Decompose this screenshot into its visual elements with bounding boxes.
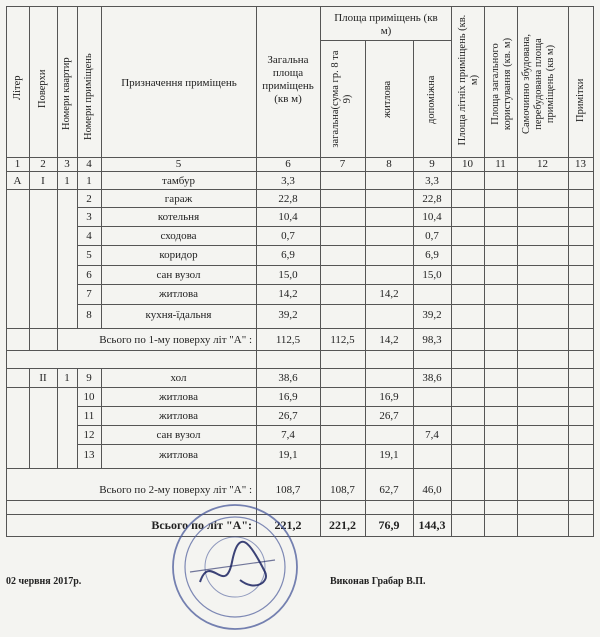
col-number: 8	[386, 158, 392, 170]
room-aux-area: 10,4	[422, 211, 442, 223]
col-number: 7	[339, 158, 346, 170]
liter-value: А	[13, 175, 22, 187]
grid-line	[77, 245, 594, 246]
room-number: 6	[86, 269, 92, 281]
header-apt-numbers: Номери квартир	[61, 57, 72, 130]
col-number: 6	[285, 158, 291, 170]
grid-line	[451, 6, 452, 536]
floor-value: ІІ	[39, 372, 47, 384]
grand-total-general: 221,2	[329, 518, 356, 532]
room-purpose: котельня	[157, 211, 200, 223]
room-purpose: тамбур	[162, 175, 195, 187]
room-purpose: кухня-їдальня	[145, 309, 212, 321]
floor2-summary-total: 108,7	[275, 484, 301, 496]
room-purpose: житлова	[159, 391, 198, 403]
room-total-area: 26,7	[278, 410, 298, 422]
header-liter: Літер	[12, 75, 23, 100]
official-seal-stamp	[170, 502, 300, 632]
grid-line	[320, 6, 321, 536]
col-number: 12	[537, 158, 548, 170]
col-number: 4	[86, 158, 92, 170]
room-purpose: коридор	[159, 249, 198, 261]
room-number: 3	[86, 211, 92, 223]
grid-line	[568, 6, 569, 536]
room-total-area: 10,4	[278, 211, 298, 223]
col-number: 10	[462, 158, 473, 170]
grid-line	[77, 265, 594, 266]
grid-line	[6, 536, 594, 537]
col-number: 5	[175, 158, 182, 170]
floor2-summary-aux: 46,0	[422, 484, 442, 496]
room-aux-area: 3,3	[425, 175, 439, 187]
col-number: 2	[40, 158, 46, 170]
grid-line	[593, 6, 594, 536]
grand-total-living: 76,9	[378, 518, 400, 532]
grid-line	[6, 368, 594, 369]
grid-line	[77, 207, 594, 208]
grid-line	[6, 6, 594, 7]
room-purpose: гараж	[164, 193, 193, 205]
apt-value: 1	[64, 175, 70, 187]
grand-total-aux: 144,3	[418, 518, 446, 532]
floor2-summary-label: Всього по 2-му поверху літ "А" :	[99, 484, 252, 496]
room-total-area: 0,7	[281, 230, 295, 242]
header-room-numbers: Номери приміщень	[83, 53, 94, 140]
grand-total-total: 221,2	[274, 518, 302, 532]
room-total-area: 6,9	[281, 249, 295, 261]
footer-date: 02 червня 2017р.	[6, 576, 82, 587]
grand-total-label: Всього по літ "А":	[151, 518, 252, 532]
grid-line	[6, 171, 594, 172]
grid-line	[6, 350, 594, 351]
room-purpose: житлова	[159, 410, 198, 422]
room-total-area: 38,6	[278, 372, 298, 384]
room-number: 11	[83, 410, 95, 422]
room-number: 1	[86, 175, 92, 187]
header-living: житлова	[382, 80, 393, 118]
room-number: 10	[83, 391, 95, 403]
room-total-area: 22,8	[278, 193, 298, 205]
grid-line	[6, 468, 594, 469]
grid-line	[517, 6, 518, 536]
header-summer-area: Площа літніх приміщень (кв. м)	[457, 14, 480, 146]
grid-line	[6, 500, 594, 501]
apt-value: 1	[64, 372, 70, 384]
grid-line	[320, 40, 451, 41]
floor-value: І	[41, 175, 45, 187]
room-aux-area: 6,9	[425, 249, 439, 261]
floor1-summary-total: 112,5	[275, 334, 301, 346]
footer-executor: Виконав Грабар В.П.	[330, 576, 426, 587]
room-number: 13	[83, 449, 95, 461]
grid-line	[413, 40, 414, 536]
header-area-group: Площа приміщень (кв м)	[334, 12, 438, 37]
room-living-area: 16,9	[379, 391, 399, 403]
grid-line	[6, 189, 594, 190]
grid-line	[484, 6, 485, 536]
room-purpose: житлова	[159, 449, 198, 461]
room-purpose: сан вузол	[156, 429, 201, 441]
room-aux-area: 7,4	[425, 429, 439, 441]
room-number: 5	[86, 249, 92, 261]
col-number: 1	[14, 158, 21, 170]
room-total-area: 7,4	[281, 429, 295, 441]
room-number: 12	[83, 429, 95, 441]
room-aux-area: 38,6	[422, 372, 442, 384]
room-living-area: 26,7	[379, 410, 399, 422]
room-total-area: 19,1	[278, 449, 298, 461]
grid-line	[6, 6, 7, 536]
room-total-area: 3,3	[281, 175, 295, 187]
room-purpose: сан вузол	[156, 269, 201, 281]
grid-line	[6, 514, 594, 515]
room-number: 2	[86, 193, 92, 205]
header-floors: Поверхи	[37, 69, 48, 108]
grid-line	[77, 425, 594, 426]
room-total-area: 14,2	[278, 288, 298, 300]
floor1-summary-living: 14,2	[379, 334, 399, 346]
grid-line	[77, 284, 594, 285]
col-number: 3	[64, 158, 70, 170]
floor1-summary-label: Всього по 1-му поверху літ "А" :	[99, 334, 252, 346]
floor2-summary-living: 62,7	[379, 484, 399, 496]
floor1-summary-aux: 98,3	[422, 334, 442, 346]
header-purpose: Призначення приміщень	[121, 77, 237, 89]
col-number: 9	[429, 158, 435, 170]
room-purpose: сходова	[160, 230, 197, 242]
header-auxiliary: допоміжна	[426, 75, 437, 124]
col-number: 11	[495, 158, 506, 170]
room-total-area: 15,0	[278, 269, 298, 281]
room-number: 8	[86, 309, 92, 321]
room-purpose: житлова	[159, 288, 198, 300]
room-number: 7	[86, 288, 92, 300]
grid-line	[6, 328, 594, 329]
grid-line	[77, 226, 594, 227]
room-living-area: 14,2	[379, 288, 399, 300]
grid-line	[77, 444, 594, 445]
col-number: 13	[575, 158, 586, 170]
floor1-summary-general: 112,5	[330, 334, 355, 346]
room-purpose: хол	[170, 372, 187, 384]
floor2-summary-general: 108,7	[330, 484, 355, 496]
header-notes: Примітки	[575, 78, 586, 122]
room-aux-area: 22,8	[422, 193, 442, 205]
room-total-area: 16,9	[278, 391, 298, 403]
room-living-area: 19,1	[379, 449, 399, 461]
grid-line	[77, 406, 594, 407]
room-aux-area: 15,0	[422, 269, 442, 281]
grid-line	[6, 387, 594, 388]
room-total-area: 39,2	[278, 309, 298, 321]
header-self-built: Самочинно збудована, перебудована площа приміщень (кв м)	[521, 34, 556, 134]
header-total-area: Загальна площа приміщень (кв м)	[262, 54, 314, 105]
grid-line	[77, 304, 594, 305]
room-aux-area: 39,2	[422, 309, 442, 321]
room-number: 9	[86, 372, 92, 384]
room-aux-area: 0,7	[425, 230, 439, 242]
header-general: загальна(сума гр. 8 та 9)	[330, 50, 353, 148]
room-number: 4	[86, 230, 92, 242]
header-common-area: Площа загального користування (кв. м)	[490, 37, 513, 131]
